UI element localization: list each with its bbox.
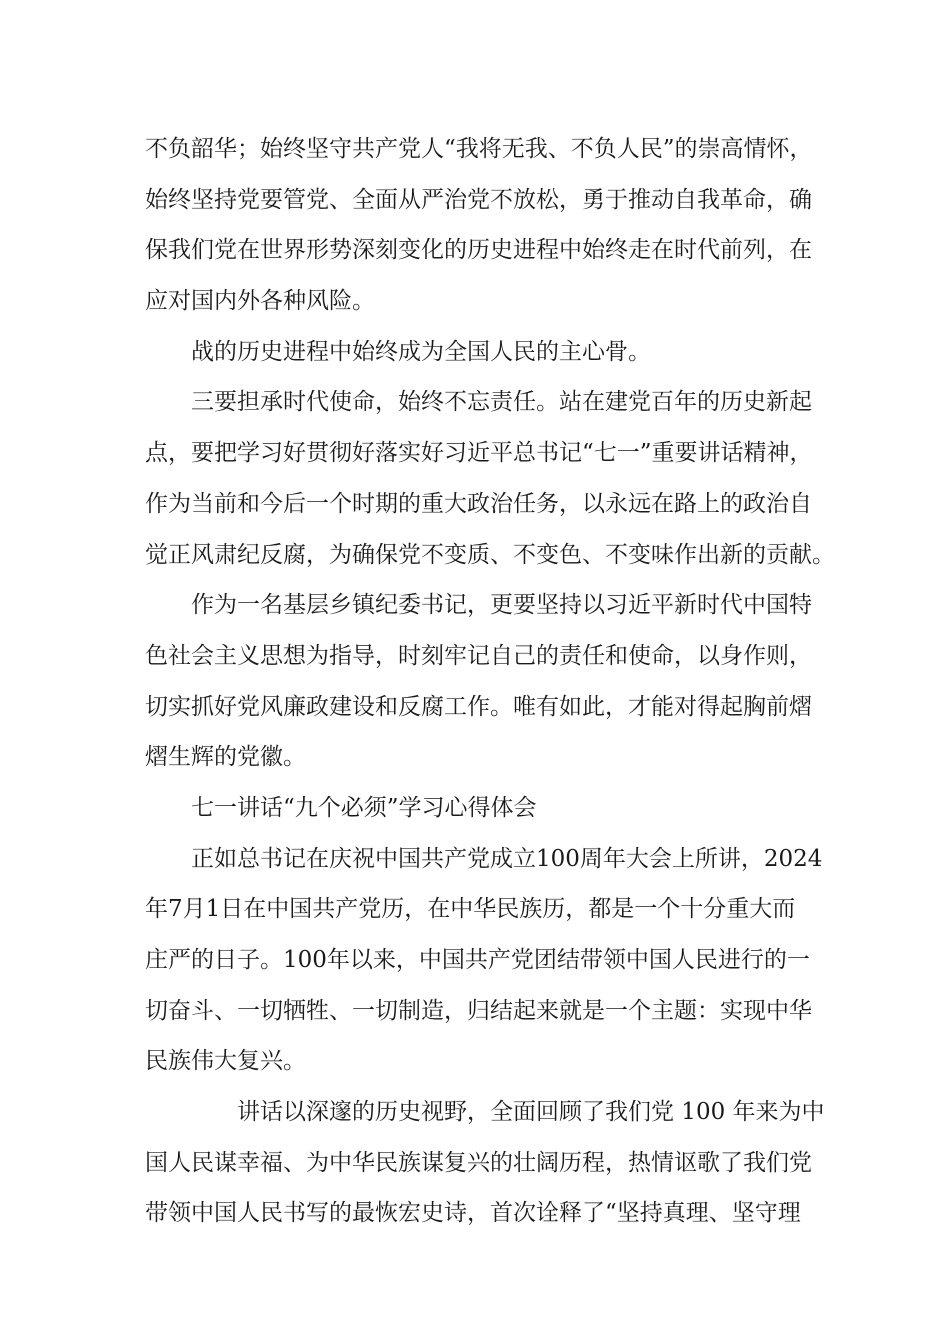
text-line: 带领中国人民书写的最恢宏史诗，首次诠释了“坚持真理、坚守理 [145,1200,801,1227]
text-line: 切奋斗、一切牺牲、一切制造，归结起来就是一个主题：实现中华 [145,997,812,1024]
document-body [145,124,835,1239]
text-line: 色社会主义思想为指导，时刻牢记自己的责任和使命，以身作则， [145,642,812,669]
text-line: 熠生辉的党徽。 [145,744,306,771]
text-line: 始终坚持党要管党、全面从严治党不放松，勇于推动自我革命，确 [145,186,812,213]
text-line: 年7月1日在中国共产党历，在中华民族历，都是一个十分重大而 [145,896,796,923]
text-line: 民族伟大复兴。 [145,1048,306,1075]
text-line: 正如总书记在庆祝中国共产党成立100周年大会上所讲，2024 [191,845,823,872]
text-line: 作为当前和今后一个时期的重大政治任务，以永远在路上的政治自 [145,490,812,517]
text-line: 战的历史进程中始终成为全国人民的主心骨。 [191,338,651,365]
text-line: 讲话以深邃的历史视野，全面回顾了我们党 100 年来为中 [237,1099,825,1126]
text-line: 不负韶华；始终坚守共产党人“我将无我、不负人民”的崇高情怀， [145,136,813,162]
text-line: 庄严的日子。100年以来，中国共产党团结带领中国人民进行的一 [145,947,810,973]
text-line: 三要担承时代使命，始终不忘责任。站在建党百年的历史新起 [191,389,812,416]
text-line: 点，要把学习好贯彻好落实好习近平总书记“七一”重要讲话精神， [145,440,813,467]
text-line: 切实抓好党风廉政建设和反腐工作。唯有如此，才能对得起胸前熠 [145,693,812,720]
text-line: 保我们党在世界形势深刻变化的历史进程中始终走在时代前列，在 [145,237,812,264]
text-line: 觉正风肃纪反腐，为确保党不变质、不变色、不变味作出新的贡献。 [145,541,835,568]
text-line: 国人民谋幸福、为中华民族谋复兴的壮阔历程，热情讴歌了我们党 [145,1149,812,1176]
text-line: 作为一名基层乡镇纪委书记，更要坚持以习近平新时代中国特 [191,592,812,619]
section-heading: 七一讲话“九个必须”学习心得体会 [191,794,537,821]
text-line: 应对国内外各种风险。 [145,288,375,315]
